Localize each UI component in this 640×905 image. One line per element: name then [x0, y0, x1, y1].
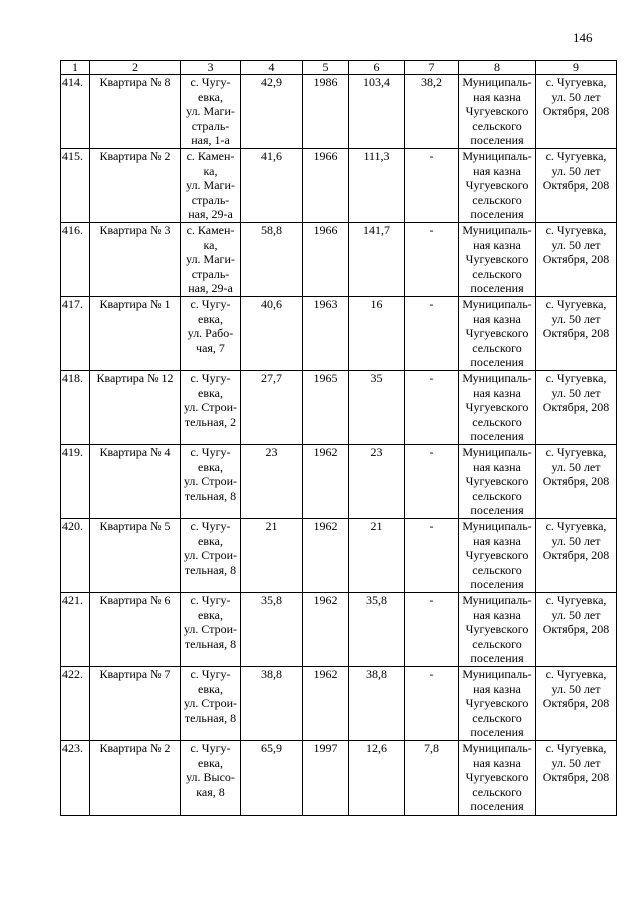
column-7-value: -: [405, 371, 459, 445]
table-row: [61, 223, 617, 297]
property-owner-line: Муниципаль-: [462, 593, 532, 607]
property-owner: [459, 149, 536, 223]
property-area: 38,8: [241, 667, 303, 741]
property-address-line: евка,: [198, 607, 223, 622]
property-address-line: ул. Строи-: [183, 400, 238, 414]
property-year: 1966: [303, 149, 349, 223]
property-address-line: евка,: [198, 533, 223, 548]
owner-location: [536, 223, 617, 297]
owner-location: [536, 297, 617, 371]
row-number: 423.: [61, 741, 90, 816]
property-name: Квартира № 3: [90, 223, 181, 297]
property-name: Квартира № 7: [90, 667, 181, 741]
property-address-line: с. Чугу-: [190, 297, 231, 311]
column-7-value: -: [405, 223, 459, 297]
property-year: 1966: [303, 223, 349, 297]
column-7-value: 7,8: [405, 741, 459, 816]
property-owner-line: поселения: [470, 133, 524, 147]
column-6-value: 12,6: [349, 741, 405, 816]
property-name: Квартира № 6: [90, 593, 181, 667]
property-area: 23: [241, 445, 303, 519]
property-owner: [459, 593, 536, 667]
property-owner-line: Муниципаль-: [462, 149, 532, 163]
property-address-line: ка,: [203, 237, 218, 252]
owner-location-line: ул. 50 лет: [551, 533, 601, 548]
property-owner-line: сельского: [472, 636, 522, 651]
property-name: Квартира № 8: [90, 75, 181, 149]
owner-location-line: ул. 50 лет: [551, 163, 601, 178]
property-year: 1962: [303, 519, 349, 593]
row-number: 421.: [61, 593, 90, 667]
property-address-line: с. Чугу-: [190, 371, 231, 385]
property-area: 27,7: [241, 371, 303, 445]
property-owner-line: сельского: [472, 340, 522, 355]
owner-location-line: ул. 50 лет: [551, 385, 601, 400]
property-address-line: чая, 7: [196, 340, 225, 355]
column-number: 3: [181, 61, 241, 75]
property-year: 1962: [303, 593, 349, 667]
property-address: [181, 297, 241, 371]
property-name: Квартира № 12: [90, 371, 181, 445]
property-address-line: страль-: [191, 266, 230, 281]
column-7-value: -: [405, 593, 459, 667]
table-row: [61, 741, 617, 816]
property-year: 1965: [303, 371, 349, 445]
property-address-line: с. Чугу-: [190, 593, 231, 607]
property-owner-line: Муниципаль-: [462, 667, 532, 681]
property-address-line: с. Чугу-: [190, 667, 231, 681]
property-address: [181, 445, 241, 519]
property-address-line: ная, 29-а: [188, 281, 233, 295]
row-number: 420.: [61, 519, 90, 593]
owner-location-line: с. Чугуевка,: [545, 593, 607, 607]
property-address-line: тельная, 8: [184, 636, 237, 651]
owner-location-line: Октября, 208: [542, 104, 610, 118]
property-owner-line: поселения: [470, 577, 524, 591]
property-year: 1997: [303, 741, 349, 816]
owner-location-line: с. Чугуевка,: [545, 667, 607, 681]
property-owner-line: Чугуевского: [465, 548, 529, 562]
column-number: 6: [349, 61, 405, 75]
property-owner-line: Муниципаль-: [462, 445, 532, 459]
property-address-line: с. Чугу-: [190, 519, 231, 533]
property-year: 1962: [303, 445, 349, 519]
property-name: Квартира № 2: [90, 149, 181, 223]
property-owner-line: Муниципаль-: [462, 741, 532, 755]
property-area: 42,9: [241, 75, 303, 149]
property-address-line: ул. Высо-: [186, 770, 235, 784]
row-number: 417.: [61, 297, 90, 371]
owner-location: [536, 75, 617, 149]
property-owner-line: поселения: [470, 799, 524, 813]
column-6-value: 23: [349, 445, 405, 519]
owner-location-line: Октября, 208: [542, 400, 610, 414]
owner-location-line: с. Чугуевка,: [545, 149, 607, 163]
property-name: Квартира № 1: [90, 297, 181, 371]
owner-location-line: Октября, 208: [542, 622, 610, 636]
owner-location: [536, 593, 617, 667]
column-6-value: 38,8: [349, 667, 405, 741]
property-address-line: тельная, 8: [184, 562, 237, 577]
owner-location: [536, 519, 617, 593]
owner-location-line: с. Чугуевка,: [545, 741, 607, 755]
page-number: 146: [573, 30, 593, 45]
property-owner-line: поселения: [470, 651, 524, 665]
property-owner: [459, 445, 536, 519]
property-owner-line: Муниципаль-: [462, 223, 532, 237]
property-address-line: с. Чугу-: [190, 741, 231, 755]
table-row: [61, 445, 617, 519]
column-number: 5: [303, 61, 349, 75]
column-number-row: [61, 61, 617, 75]
owner-location-line: ул. 50 лет: [551, 89, 601, 104]
row-number: 419.: [61, 445, 90, 519]
property-owner-line: Муниципаль-: [462, 75, 532, 89]
property-address-line: с. Камен-: [186, 149, 235, 163]
column-7-value: -: [405, 149, 459, 223]
property-owner-line: ная казна: [473, 311, 521, 326]
column-number: 7: [405, 61, 459, 75]
property-address-line: ная, 29-а: [188, 207, 233, 221]
property-address-line: тельная, 8: [184, 488, 237, 503]
column-number: 1: [61, 61, 90, 75]
row-number: 414.: [61, 75, 90, 149]
owner-location: [536, 741, 617, 816]
property-address: [181, 667, 241, 741]
property-owner: [459, 75, 536, 149]
property-area: 35,8: [241, 593, 303, 667]
property-address-line: ул. Строи-: [183, 622, 238, 636]
property-owner-line: поселения: [470, 725, 524, 739]
owner-location-line: Октября, 208: [542, 252, 610, 266]
property-owner-line: Чугуевского: [465, 252, 529, 266]
property-owner-line: Чугуевского: [465, 770, 529, 784]
property-address: [181, 741, 241, 816]
property-address-line: ул. Строи-: [183, 474, 238, 488]
property-owner-line: сельского: [472, 118, 522, 133]
property-owner-line: Чугуевского: [465, 622, 529, 636]
owner-location-line: ул. 50 лет: [551, 755, 601, 770]
property-area: 40,6: [241, 297, 303, 371]
column-6-value: 103,4: [349, 75, 405, 149]
table-row: [61, 371, 617, 445]
property-owner-line: сельского: [472, 266, 522, 281]
owner-location-line: с. Чугуевка,: [545, 519, 607, 533]
property-address-line: евка,: [198, 681, 223, 696]
column-7-value: 38,2: [405, 75, 459, 149]
row-number: 418.: [61, 371, 90, 445]
property-address: [181, 371, 241, 445]
property-address-line: ул. Маги-: [186, 104, 235, 118]
property-owner: [459, 667, 536, 741]
owner-location-line: с. Чугуевка,: [545, 223, 607, 237]
property-owner-line: ная казна: [473, 163, 521, 178]
property-owner-line: Чугуевского: [465, 326, 529, 340]
column-number: 9: [536, 61, 617, 75]
table-row: [61, 149, 617, 223]
property-address-line: страль-: [191, 118, 230, 133]
property-owner-line: сельского: [472, 784, 522, 799]
owner-location-line: с. Чугуевка,: [545, 371, 607, 385]
property-owner: [459, 297, 536, 371]
property-address-line: с. Чугу-: [190, 445, 231, 459]
column-6-value: 141,7: [349, 223, 405, 297]
property-address-line: ул. Строи-: [183, 696, 238, 710]
column-number: 8: [459, 61, 536, 75]
table-row: [61, 519, 617, 593]
property-name: Квартира № 5: [90, 519, 181, 593]
property-address: [181, 223, 241, 297]
owner-location: [536, 371, 617, 445]
property-address: [181, 75, 241, 149]
column-6-value: 111,3: [349, 149, 405, 223]
property-owner-line: ная казна: [473, 89, 521, 104]
property-year: 1963: [303, 297, 349, 371]
property-owner-line: Муниципаль-: [462, 519, 532, 533]
property-address-line: ул. Рабо-: [187, 326, 234, 340]
property-name: Квартира № 2: [90, 741, 181, 816]
column-number: 4: [241, 61, 303, 75]
column-6-value: 35,8: [349, 593, 405, 667]
property-owner-line: ная казна: [473, 459, 521, 474]
property-owner-line: ная казна: [473, 385, 521, 400]
column-7-value: -: [405, 519, 459, 593]
owner-location-line: Октября, 208: [542, 770, 610, 784]
property-owner-line: сельского: [472, 192, 522, 207]
property-address-line: евка,: [198, 459, 223, 474]
property-area: 65,9: [241, 741, 303, 816]
property-address-line: тельная, 8: [184, 710, 237, 725]
property-address-line: евка,: [198, 89, 223, 104]
property-owner: [459, 371, 536, 445]
property-address-line: ка,: [203, 163, 218, 178]
table-row: [61, 593, 617, 667]
owner-location-line: ул. 50 лет: [551, 311, 601, 326]
table-row: [61, 75, 617, 149]
owner-location-line: ул. 50 лет: [551, 607, 601, 622]
property-owner-line: ная казна: [473, 755, 521, 770]
property-address-line: с. Чугу-: [190, 75, 231, 89]
owner-location-line: Октября, 208: [542, 178, 610, 192]
property-address-line: евка,: [198, 311, 223, 326]
property-owner-line: ная казна: [473, 607, 521, 622]
property-owner-line: поселения: [470, 281, 524, 295]
property-owner-line: ная казна: [473, 237, 521, 252]
property-address-line: ул. Маги-: [186, 252, 235, 266]
property-year: 1962: [303, 667, 349, 741]
property-owner: [459, 741, 536, 816]
owner-location-line: Октября, 208: [542, 474, 610, 488]
property-owner-line: Чугуевского: [465, 696, 529, 710]
property-name: Квартира № 4: [90, 445, 181, 519]
property-address: [181, 519, 241, 593]
property-owner-line: сельского: [472, 414, 522, 429]
row-number: 415.: [61, 149, 90, 223]
row-number: 422.: [61, 667, 90, 741]
property-address: [181, 593, 241, 667]
column-6-value: 16: [349, 297, 405, 371]
column-7-value: -: [405, 445, 459, 519]
property-owner-line: поселения: [470, 429, 524, 443]
property-address-line: ная, 1-а: [191, 133, 230, 147]
property-owner-line: Муниципаль-: [462, 371, 532, 385]
property-address: [181, 149, 241, 223]
owner-location-line: ул. 50 лет: [551, 681, 601, 696]
table-row: [61, 667, 617, 741]
property-year: 1986: [303, 75, 349, 149]
owner-location-line: Октября, 208: [542, 696, 610, 710]
column-6-value: 21: [349, 519, 405, 593]
property-address-line: тельная, 2: [184, 414, 237, 429]
property-area: 21: [241, 519, 303, 593]
property-owner-line: Чугуевского: [465, 178, 529, 192]
property-owner-line: ная казна: [473, 533, 521, 548]
property-address-line: евка,: [198, 755, 223, 770]
property-address-line: кая, 8: [196, 784, 225, 799]
property-owner-line: Чугуевского: [465, 400, 529, 414]
property-owner-line: поселения: [470, 355, 524, 369]
owner-location-line: Октября, 208: [542, 548, 610, 562]
property-address-line: с. Камен-: [186, 223, 235, 237]
property-owner: [459, 223, 536, 297]
owner-location-line: с. Чугуевка,: [545, 75, 607, 89]
property-owner-line: Чугуевского: [465, 474, 529, 488]
property-owner-line: Муниципаль-: [462, 297, 532, 311]
property-area: 58,8: [241, 223, 303, 297]
property-address-line: ул. Маги-: [186, 178, 235, 192]
owner-location-line: ул. 50 лет: [551, 459, 601, 474]
column-number: 2: [90, 61, 181, 75]
owner-location-line: ул. 50 лет: [551, 237, 601, 252]
column-6-value: 35: [349, 371, 405, 445]
property-area: 41,6: [241, 149, 303, 223]
owner-location-line: с. Чугуевка,: [545, 445, 607, 459]
property-owner-line: сельского: [472, 488, 522, 503]
property-owner-line: Чугуевского: [465, 104, 529, 118]
owner-location-line: Октября, 208: [542, 326, 610, 340]
owner-location: [536, 149, 617, 223]
property-owner-line: ная казна: [473, 681, 521, 696]
row-number: 416.: [61, 223, 90, 297]
property-owner: [459, 519, 536, 593]
property-owner-line: поселения: [470, 207, 524, 221]
property-owner-line: сельского: [472, 710, 522, 725]
owner-location: [536, 667, 617, 741]
property-address-line: ул. Строи-: [183, 548, 238, 562]
owner-location: [536, 445, 617, 519]
column-7-value: -: [405, 667, 459, 741]
owner-location-line: с. Чугуевка,: [545, 297, 607, 311]
property-table: [60, 60, 617, 816]
property-address-line: страль-: [191, 192, 230, 207]
property-owner-line: поселения: [470, 503, 524, 517]
table-row: [61, 297, 617, 371]
property-owner-line: сельского: [472, 562, 522, 577]
property-address-line: евка,: [198, 385, 223, 400]
column-7-value: -: [405, 297, 459, 371]
